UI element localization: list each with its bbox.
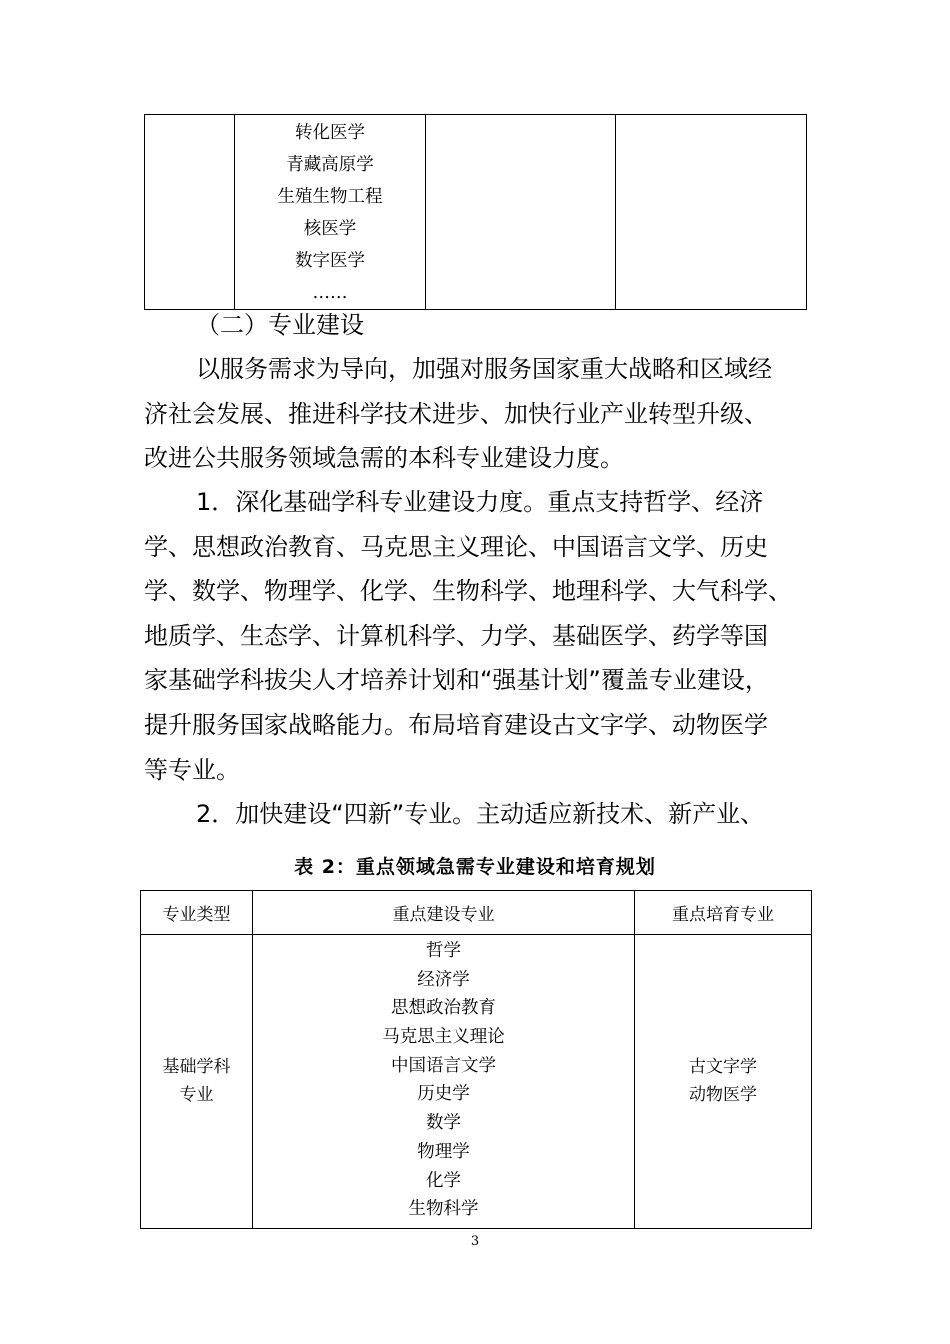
list-item: 古文字学: [689, 1056, 757, 1077]
list-item: 生殖生物工程: [277, 187, 383, 207]
continued-cell-type: [145, 115, 235, 310]
paragraph-line: 等专业。: [144, 755, 240, 784]
continued-cell-empty: [426, 115, 616, 310]
list-item: 青藏高原学: [286, 155, 374, 175]
list-item: 生物科学: [408, 1199, 479, 1220]
paragraph-line: 改进公共服务领域急需的本科专业建设力度。: [144, 444, 624, 473]
list-item: 化学: [426, 1170, 461, 1191]
type-line: 基础学科: [162, 1056, 231, 1077]
page-number: 3: [470, 1234, 480, 1249]
cell-major-type: [141, 935, 253, 1229]
list-item: 动物医学: [689, 1085, 757, 1106]
paragraph-line: 1．深化基础学科专业建设力度。重点支持哲学、经济: [196, 488, 764, 516]
table-row: [141, 935, 812, 1229]
section-heading: （二）专业建设: [196, 311, 364, 339]
header-major-type: 专业类型: [141, 891, 253, 935]
cell-key-cultivate: [635, 935, 812, 1229]
type-line: 专业: [179, 1085, 214, 1106]
paragraph-line: 2．加快建设“四新”专业。主动适应新技术、新产业、: [196, 800, 765, 828]
paragraph-item-1: [144, 480, 844, 792]
list-item: 思想政治教育: [391, 998, 496, 1019]
paragraph-line: 地质学、生态学、计算机科学、力学、基础医学、药学等国: [144, 621, 768, 650]
list-item: 数字医学: [295, 251, 365, 271]
paragraph-line: 学、数学、物理学、化学、生物科学、地理科学、大气科学、: [144, 577, 792, 606]
list-item: 物理学: [417, 1141, 470, 1162]
header-key-build: 重点建设专业: [253, 891, 635, 935]
header-key-cultivate: 重点培育专业: [635, 891, 812, 935]
paragraph-line: 济社会发展、推进科学技术进步、加快行业产业转型升级、: [144, 399, 768, 428]
list-item: 核医学: [303, 219, 357, 239]
continued-table: [144, 114, 807, 310]
list-item: 马克思主义理论: [382, 1027, 505, 1048]
paragraph-line: 家基础学科拔尖人才培养计划和“强基计划”覆盖专业建设，: [144, 666, 769, 695]
list-item: 经济学: [417, 969, 470, 990]
list-item: ……: [312, 283, 348, 303]
paragraph-line: 以服务需求为导向，加强对服务国家重大战略和区域经: [196, 355, 772, 383]
continued-cell-majors: [235, 115, 426, 310]
list-item: 转化医学: [295, 123, 365, 143]
paragraph-line: 提升服务国家战略能力。布局培育建设古文字学、动物医学: [144, 710, 768, 739]
paragraph-line: 学、思想政治教育、马克思主义理论、中国语言文学、历史: [144, 532, 768, 561]
table-caption: 表 2：重点领域急需专业建设和培育规划: [294, 856, 656, 878]
list-item: 数学: [426, 1113, 461, 1134]
paragraph-intro: [144, 347, 844, 481]
table-header-row: [141, 891, 812, 935]
list-item: 中国语言文学: [391, 1055, 496, 1076]
list-item: 哲学: [426, 941, 461, 961]
list-item: 历史学: [417, 1084, 470, 1105]
plan-table: [140, 890, 812, 1229]
continued-major-list: [235, 115, 425, 309]
paragraph-item-2: [144, 792, 844, 837]
cell-key-build: [253, 935, 635, 1229]
continued-cell-empty: [616, 115, 807, 310]
